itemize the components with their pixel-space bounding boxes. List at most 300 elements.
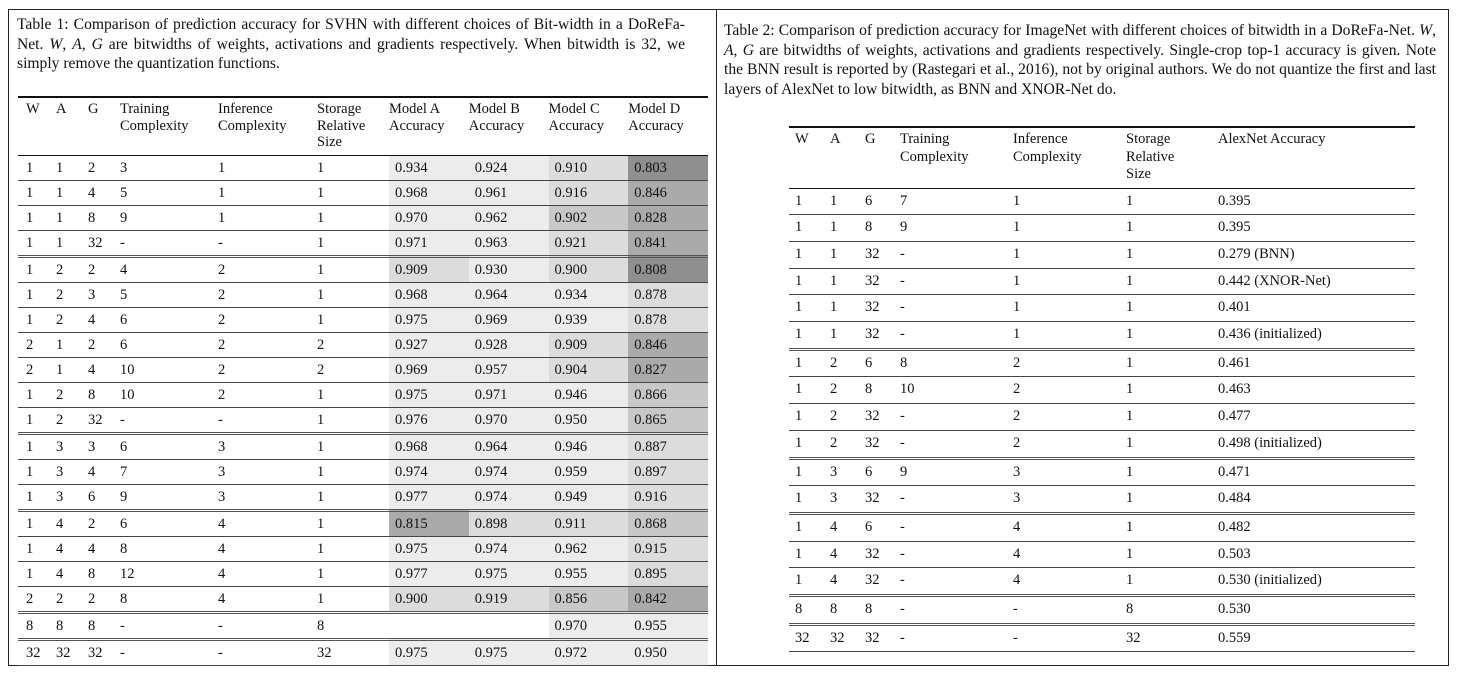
table-cell: 1 bbox=[1013, 219, 1021, 236]
accuracy-cell: 0.970 bbox=[389, 205, 469, 230]
accuracy-cell: 0.916 bbox=[549, 180, 629, 205]
table-cell: 2 bbox=[56, 386, 64, 403]
accuracy-cell: 0.964 bbox=[469, 282, 549, 307]
table-cell: 8 bbox=[88, 565, 96, 582]
table-cell: 8 bbox=[865, 601, 873, 618]
table-row bbox=[789, 458, 1415, 486]
table-cell: 32 bbox=[865, 245, 880, 262]
table-cell: 4 bbox=[88, 184, 96, 201]
accuracy-cell: 0.962 bbox=[469, 205, 549, 230]
accuracy-cell: 0.866 bbox=[628, 382, 708, 407]
table-cell: 3 bbox=[1013, 490, 1021, 507]
table-cell: 9 bbox=[120, 488, 128, 505]
accuracy-cell: 0.842 bbox=[628, 586, 708, 612]
table-cell: 32 bbox=[865, 326, 880, 343]
table-cell: 8 bbox=[1126, 601, 1134, 618]
table-cell: 2 bbox=[1013, 434, 1021, 451]
table-cell: - bbox=[900, 518, 905, 535]
table-row bbox=[18, 357, 708, 382]
table-cell: 1 bbox=[1013, 192, 1021, 209]
table-cell: 1 bbox=[1126, 381, 1134, 398]
table-cell: 9 bbox=[120, 209, 128, 226]
imagenet-table-body bbox=[789, 188, 1415, 652]
table-cell: - bbox=[900, 572, 905, 589]
table-cell: 2 bbox=[56, 261, 64, 278]
accuracy-cell: 0.970 bbox=[549, 612, 629, 639]
table-cell: 1 bbox=[830, 299, 838, 316]
accuracy-cell: 0.975 bbox=[469, 561, 549, 586]
table-cell: 1 bbox=[1126, 219, 1134, 236]
table-cell: 4 bbox=[218, 515, 226, 532]
table-cell: 6 bbox=[120, 438, 128, 455]
table-cell: 2 bbox=[830, 381, 838, 398]
table-cell: 8 bbox=[120, 590, 128, 607]
table-row bbox=[789, 541, 1415, 568]
table-cell: 9 bbox=[900, 219, 908, 236]
table-cell: 1 bbox=[26, 184, 34, 201]
table-row bbox=[18, 586, 708, 612]
table-cell: 1 bbox=[317, 184, 325, 201]
table-cell: - bbox=[218, 411, 223, 428]
header-training-complexity: Training Complexity bbox=[120, 101, 189, 134]
table-cell: 3 bbox=[56, 438, 64, 455]
table-cell: 1 bbox=[56, 159, 64, 176]
table-cell: 1 bbox=[830, 272, 838, 289]
table-cell: 2 bbox=[1013, 354, 1021, 371]
table-cell: 1 bbox=[795, 408, 803, 425]
accuracy-cell: 0.803 bbox=[628, 155, 708, 180]
table-cell: 3 bbox=[1013, 463, 1021, 480]
table-header-row bbox=[789, 127, 1415, 188]
table-cell: - bbox=[120, 617, 125, 634]
table-cell: 1 bbox=[26, 286, 34, 303]
table-cell: 0.503 bbox=[1218, 545, 1251, 562]
table-cell: 0.471 bbox=[1218, 463, 1251, 480]
table-cell: 6 bbox=[865, 463, 873, 480]
table-cell: - bbox=[900, 326, 905, 343]
table-cell: 4 bbox=[830, 572, 838, 589]
accuracy-cell: 0.970 bbox=[469, 407, 549, 433]
table-cell: 3 bbox=[218, 488, 226, 505]
table-cell: 5 bbox=[120, 286, 128, 303]
table-cell: 32 bbox=[865, 299, 880, 316]
table-cell: 1 bbox=[26, 209, 34, 226]
table-cell: 6 bbox=[865, 518, 873, 535]
table-cell: 4 bbox=[1013, 518, 1021, 535]
table-cell: 1 bbox=[1126, 545, 1134, 562]
accuracy-cell: 0.974 bbox=[389, 459, 469, 484]
table-row bbox=[18, 484, 708, 510]
accuracy-cell: 0.856 bbox=[549, 586, 629, 612]
table-cell: 1 bbox=[218, 159, 226, 176]
table-cell: 3 bbox=[56, 488, 64, 505]
table-cell: 3 bbox=[218, 438, 226, 455]
table1-caption: Table 1: Comparison of prediction accuracy for SVHN with different choices of Bit-width in a DoReFa-Net. W, A, G are bitwidths of weights, activations and gradients respectively. When bitwidth is 32, we simply remove the quantization functions. bbox=[17, 16, 686, 73]
table-cell: 7 bbox=[900, 192, 908, 209]
accuracy-cell: 0.959 bbox=[549, 459, 629, 484]
table-row bbox=[789, 624, 1415, 652]
header-training-complexity: Training Complexity bbox=[900, 131, 969, 165]
table-cell: 32 bbox=[88, 644, 103, 661]
table-cell: 1 bbox=[795, 572, 803, 589]
accuracy-cell: 0.968 bbox=[389, 180, 469, 205]
accuracy-cell: 0.921 bbox=[549, 230, 629, 256]
table-cell: 4 bbox=[120, 261, 128, 278]
table-cell: 1 bbox=[317, 386, 325, 403]
table-cell: 2 bbox=[26, 361, 34, 378]
table-cell: 1 bbox=[317, 411, 325, 428]
header-model-d: Model D Accuracy bbox=[628, 101, 684, 134]
table-cell: 1 bbox=[830, 326, 838, 343]
table-cell: 10 bbox=[900, 381, 915, 398]
table-cell: 1 bbox=[795, 326, 803, 343]
table-cell: 3 bbox=[830, 490, 838, 507]
table-cell: 1 bbox=[56, 184, 64, 201]
table-cell: 6 bbox=[120, 311, 128, 328]
table-cell: 6 bbox=[120, 336, 128, 353]
accuracy-cell: 0.898 bbox=[469, 510, 549, 536]
table-cell: 8 bbox=[865, 381, 873, 398]
accuracy-cell: 0.949 bbox=[549, 484, 629, 510]
table-cell: - bbox=[900, 299, 905, 316]
table-cell: 0.279 (BNN) bbox=[1218, 245, 1295, 262]
table-cell: 2 bbox=[317, 336, 325, 353]
svhn-table-body bbox=[18, 155, 708, 665]
accuracy-cell: 0.974 bbox=[469, 484, 549, 510]
table-cell: 0.395 bbox=[1218, 192, 1251, 209]
table-cell: 1 bbox=[317, 311, 325, 328]
table-cell: 2 bbox=[830, 408, 838, 425]
table-cell: 10 bbox=[120, 361, 135, 378]
table-cell: 1 bbox=[1013, 272, 1021, 289]
table-row bbox=[18, 256, 708, 282]
accuracy-cell: 0.846 bbox=[628, 180, 708, 205]
table-row bbox=[18, 561, 708, 586]
table-cell: 1 bbox=[26, 411, 34, 428]
table-cell: 1 bbox=[56, 234, 64, 251]
table-row bbox=[18, 639, 708, 665]
table-cell: 1 bbox=[795, 219, 803, 236]
table-cell: - bbox=[218, 617, 223, 634]
header-inference-complexity: Inference Complexity bbox=[1013, 131, 1082, 165]
table-cell: 1 bbox=[26, 311, 34, 328]
table-cell: 0.461 bbox=[1218, 354, 1251, 371]
accuracy-cell: 0.904 bbox=[549, 357, 629, 382]
accuracy-cell: 0.916 bbox=[628, 484, 708, 510]
accuracy-cell: 0.928 bbox=[469, 332, 549, 357]
table-cell: 1 bbox=[56, 209, 64, 226]
table-row bbox=[18, 459, 708, 484]
accuracy-cell: 0.955 bbox=[549, 561, 629, 586]
table-cell: 2 bbox=[218, 286, 226, 303]
table-cell: 8 bbox=[88, 386, 96, 403]
table-row bbox=[18, 155, 708, 180]
header-storage-size: Storage Relative Size bbox=[1126, 131, 1175, 182]
table-cell: 32 bbox=[88, 411, 103, 428]
table-cell: 1 bbox=[1126, 518, 1134, 535]
table-cell: 4 bbox=[1013, 545, 1021, 562]
accuracy-cell: 0.962 bbox=[549, 536, 629, 561]
table-cell: 2 bbox=[88, 515, 96, 532]
header-a: A bbox=[56, 101, 67, 117]
header-g: G bbox=[88, 101, 99, 117]
table-row bbox=[18, 510, 708, 536]
accuracy-cell: 0.878 bbox=[628, 282, 708, 307]
table-cell: 2 bbox=[218, 361, 226, 378]
accuracy-cell: 0.972 bbox=[549, 639, 629, 665]
accuracy-cell: 0.957 bbox=[469, 357, 549, 382]
table-cell: 2 bbox=[1013, 408, 1021, 425]
table-cell: - bbox=[900, 545, 905, 562]
accuracy-cell: 0.897 bbox=[628, 459, 708, 484]
header-w: W bbox=[795, 131, 809, 147]
table-row bbox=[18, 180, 708, 205]
table-cell: 1 bbox=[830, 219, 838, 236]
svhn-accuracy-table bbox=[18, 96, 708, 666]
accuracy-cell: 0.975 bbox=[389, 639, 469, 665]
table-row bbox=[18, 433, 708, 459]
table-cell: 2 bbox=[88, 336, 96, 353]
accuracy-cell: 0.927 bbox=[389, 332, 469, 357]
table-cell: 9 bbox=[900, 463, 908, 480]
accuracy-cell: 0.846 bbox=[628, 332, 708, 357]
table-cell: 3 bbox=[120, 159, 128, 176]
table-cell: 8 bbox=[795, 601, 803, 618]
table-cell: 32 bbox=[56, 644, 71, 661]
table-cell: - bbox=[900, 490, 905, 507]
table-cell: 1 bbox=[317, 488, 325, 505]
table-cell: 6 bbox=[120, 515, 128, 532]
table-cell: 0.559 bbox=[1218, 629, 1251, 646]
table-row bbox=[789, 295, 1415, 322]
table-cell: 1 bbox=[1126, 299, 1134, 316]
table-cell: 1 bbox=[26, 386, 34, 403]
table-cell: 1 bbox=[317, 261, 325, 278]
accuracy-cell: 0.975 bbox=[469, 639, 549, 665]
accuracy-cell: 0.975 bbox=[389, 536, 469, 561]
header-g: G bbox=[865, 131, 876, 147]
table-cell: 8 bbox=[88, 209, 96, 226]
accuracy-cell: 0.915 bbox=[628, 536, 708, 561]
accuracy-cell: 0.902 bbox=[549, 205, 629, 230]
header-model-a: Model A Accuracy bbox=[389, 101, 445, 134]
table-cell: 1 bbox=[317, 209, 325, 226]
table-cell: 32 bbox=[865, 434, 880, 451]
table-cell: 32 bbox=[865, 545, 880, 562]
table-cell: 1 bbox=[1126, 463, 1134, 480]
table-cell: 1 bbox=[1126, 434, 1134, 451]
table-row bbox=[18, 407, 708, 433]
accuracy-cell: 0.815 bbox=[389, 510, 469, 536]
table-row bbox=[789, 513, 1415, 541]
table-cell: - bbox=[900, 245, 905, 262]
accuracy-cell: 0.911 bbox=[549, 510, 629, 536]
table-cell: - bbox=[1013, 601, 1018, 618]
table-cell: 1 bbox=[1126, 326, 1134, 343]
table-cell: 1 bbox=[317, 159, 325, 176]
table-cell: 3 bbox=[88, 438, 96, 455]
table-cell: 2 bbox=[317, 361, 325, 378]
table-cell: 32 bbox=[26, 644, 41, 661]
table-cell: 1 bbox=[317, 286, 325, 303]
table-cell: 4 bbox=[88, 311, 96, 328]
table-cell: 0.436 (initialized) bbox=[1218, 326, 1322, 343]
accuracy-cell: 0.841 bbox=[628, 230, 708, 256]
table-cell: 0.482 bbox=[1218, 518, 1251, 535]
table-row bbox=[789, 188, 1415, 215]
accuracy-cell bbox=[389, 612, 469, 639]
table-cell: 1 bbox=[26, 159, 34, 176]
table-cell: 1 bbox=[795, 381, 803, 398]
table-cell: - bbox=[900, 272, 905, 289]
table-cell: 12 bbox=[120, 565, 135, 582]
table-cell: 6 bbox=[88, 488, 96, 505]
table-cell: 1 bbox=[1013, 245, 1021, 262]
table-row bbox=[789, 568, 1415, 596]
table-cell: 8 bbox=[56, 617, 64, 634]
table-cell: 2 bbox=[218, 336, 226, 353]
accuracy-cell: 0.939 bbox=[549, 307, 629, 332]
table-row bbox=[18, 612, 708, 639]
table-cell: 1 bbox=[26, 463, 34, 480]
table-cell: 2 bbox=[88, 261, 96, 278]
table-cell: 1 bbox=[56, 361, 64, 378]
accuracy-cell: 0.961 bbox=[469, 180, 549, 205]
table-cell: 0.463 bbox=[1218, 381, 1251, 398]
table-cell: 1 bbox=[1013, 299, 1021, 316]
table-row bbox=[789, 430, 1415, 458]
table-cell: - bbox=[120, 234, 125, 251]
table-cell: 1 bbox=[317, 590, 325, 607]
header-model-b: Model B Accuracy bbox=[468, 101, 525, 134]
table-cell: 4 bbox=[56, 565, 64, 582]
table-cell: - bbox=[900, 629, 905, 646]
table-row bbox=[789, 322, 1415, 350]
accuracy-cell: 0.963 bbox=[469, 230, 549, 256]
table-cell: 1 bbox=[56, 336, 64, 353]
table-cell: 1 bbox=[795, 463, 803, 480]
accuracy-cell: 0.887 bbox=[628, 433, 708, 459]
table-cell: 0.401 bbox=[1218, 299, 1251, 316]
table-cell: 4 bbox=[218, 590, 226, 607]
accuracy-cell: 0.828 bbox=[628, 205, 708, 230]
header-model-c: Model C Accuracy bbox=[548, 101, 605, 134]
table-cell: 1 bbox=[795, 192, 803, 209]
table-cell: 0.442 (XNOR-Net) bbox=[1218, 272, 1331, 289]
accuracy-cell: 0.946 bbox=[549, 433, 629, 459]
table-cell: 1 bbox=[26, 438, 34, 455]
accuracy-cell: 0.955 bbox=[628, 612, 708, 639]
table-cell: 5 bbox=[120, 184, 128, 201]
header-inference-complexity: Inference Complexity bbox=[218, 101, 287, 134]
table-cell: 2 bbox=[88, 590, 96, 607]
table-cell: 2 bbox=[218, 386, 226, 403]
table-cell: 0.530 (initialized) bbox=[1218, 572, 1322, 589]
table-cell: 4 bbox=[1013, 572, 1021, 589]
accuracy-cell: 0.909 bbox=[389, 256, 469, 282]
table2-panel bbox=[716, 9, 1449, 666]
table-cell: 1 bbox=[1126, 245, 1134, 262]
table-cell: 4 bbox=[830, 518, 838, 535]
accuracy-cell: 0.919 bbox=[469, 586, 549, 612]
table-row bbox=[18, 230, 708, 256]
table-cell: 3 bbox=[830, 463, 838, 480]
table-cell: 1 bbox=[317, 234, 325, 251]
table-cell: 1 bbox=[795, 245, 803, 262]
table-row bbox=[789, 349, 1415, 377]
table-row bbox=[789, 377, 1415, 404]
table-cell: 1 bbox=[795, 545, 803, 562]
table-cell: 1 bbox=[26, 515, 34, 532]
table-cell: 2 bbox=[56, 411, 64, 428]
table-cell: 8 bbox=[88, 617, 96, 634]
accuracy-cell: 0.968 bbox=[389, 433, 469, 459]
table-cell: 2 bbox=[1013, 381, 1021, 398]
accuracy-cell: 0.900 bbox=[549, 256, 629, 282]
table-cell: 0.498 (initialized) bbox=[1218, 434, 1322, 451]
table-cell: 6 bbox=[865, 354, 873, 371]
accuracy-cell: 0.975 bbox=[389, 307, 469, 332]
table-cell: 1 bbox=[317, 463, 325, 480]
table-cell: 1 bbox=[1126, 572, 1134, 589]
table-cell: 32 bbox=[317, 644, 332, 661]
table-row bbox=[18, 282, 708, 307]
accuracy-cell: 0.977 bbox=[389, 484, 469, 510]
table-cell: 1 bbox=[26, 565, 34, 582]
table-cell: 4 bbox=[830, 545, 838, 562]
table-cell: 4 bbox=[88, 540, 96, 557]
table-cell: 1 bbox=[1126, 272, 1134, 289]
table-cell: 1 bbox=[830, 192, 838, 209]
table-row bbox=[789, 215, 1415, 242]
table-cell: 2 bbox=[830, 434, 838, 451]
table-cell: 1 bbox=[1126, 490, 1134, 507]
accuracy-cell: 0.946 bbox=[549, 382, 629, 407]
table-cell: 10 bbox=[120, 386, 135, 403]
table-cell: 1 bbox=[317, 515, 325, 532]
table-cell: 1 bbox=[218, 209, 226, 226]
table-cell: 1 bbox=[26, 261, 34, 278]
table-row bbox=[18, 536, 708, 561]
accuracy-cell: 0.910 bbox=[549, 155, 629, 180]
table-cell: 1 bbox=[795, 518, 803, 535]
table-cell: 0.395 bbox=[1218, 219, 1251, 236]
table-cell: 8 bbox=[120, 540, 128, 557]
accuracy-cell: 0.950 bbox=[549, 407, 629, 433]
table-cell: 7 bbox=[120, 463, 128, 480]
table-cell: 32 bbox=[88, 234, 103, 251]
table-cell: 0.484 bbox=[1218, 490, 1251, 507]
accuracy-cell: 0.971 bbox=[469, 382, 549, 407]
accuracy-cell bbox=[469, 612, 549, 639]
table-row bbox=[789, 268, 1415, 295]
table-cell: - bbox=[1013, 629, 1018, 646]
table-cell: - bbox=[900, 434, 905, 451]
table-cell: 1 bbox=[1126, 408, 1134, 425]
table-row bbox=[18, 307, 708, 332]
table-cell: 1 bbox=[1126, 192, 1134, 209]
table-cell: 2 bbox=[218, 261, 226, 278]
table-cell: 8 bbox=[317, 617, 325, 634]
table-cell: 1 bbox=[795, 354, 803, 371]
table-cell: 4 bbox=[218, 565, 226, 582]
table-cell: 3 bbox=[218, 463, 226, 480]
table-cell: 1 bbox=[795, 490, 803, 507]
accuracy-cell: 0.868 bbox=[628, 510, 708, 536]
table-cell: - bbox=[120, 644, 125, 661]
table2-caption: Table 2: Comparison of prediction accuracy for ImageNet with different choices of bitwidth in a DoReFa-Net. W, A, G are bitwidths of weights, activations and gradients respectively. Single-crop top-1 accuracy is given. Note the BNN result is reported by (Rastegari et al., 2016), not by original authors. We do not quantize the first and last layers of AlexNet to low bitwidth, as BNN and XNOR-Net do. bbox=[724, 22, 1437, 98]
accuracy-cell: 0.909 bbox=[549, 332, 629, 357]
